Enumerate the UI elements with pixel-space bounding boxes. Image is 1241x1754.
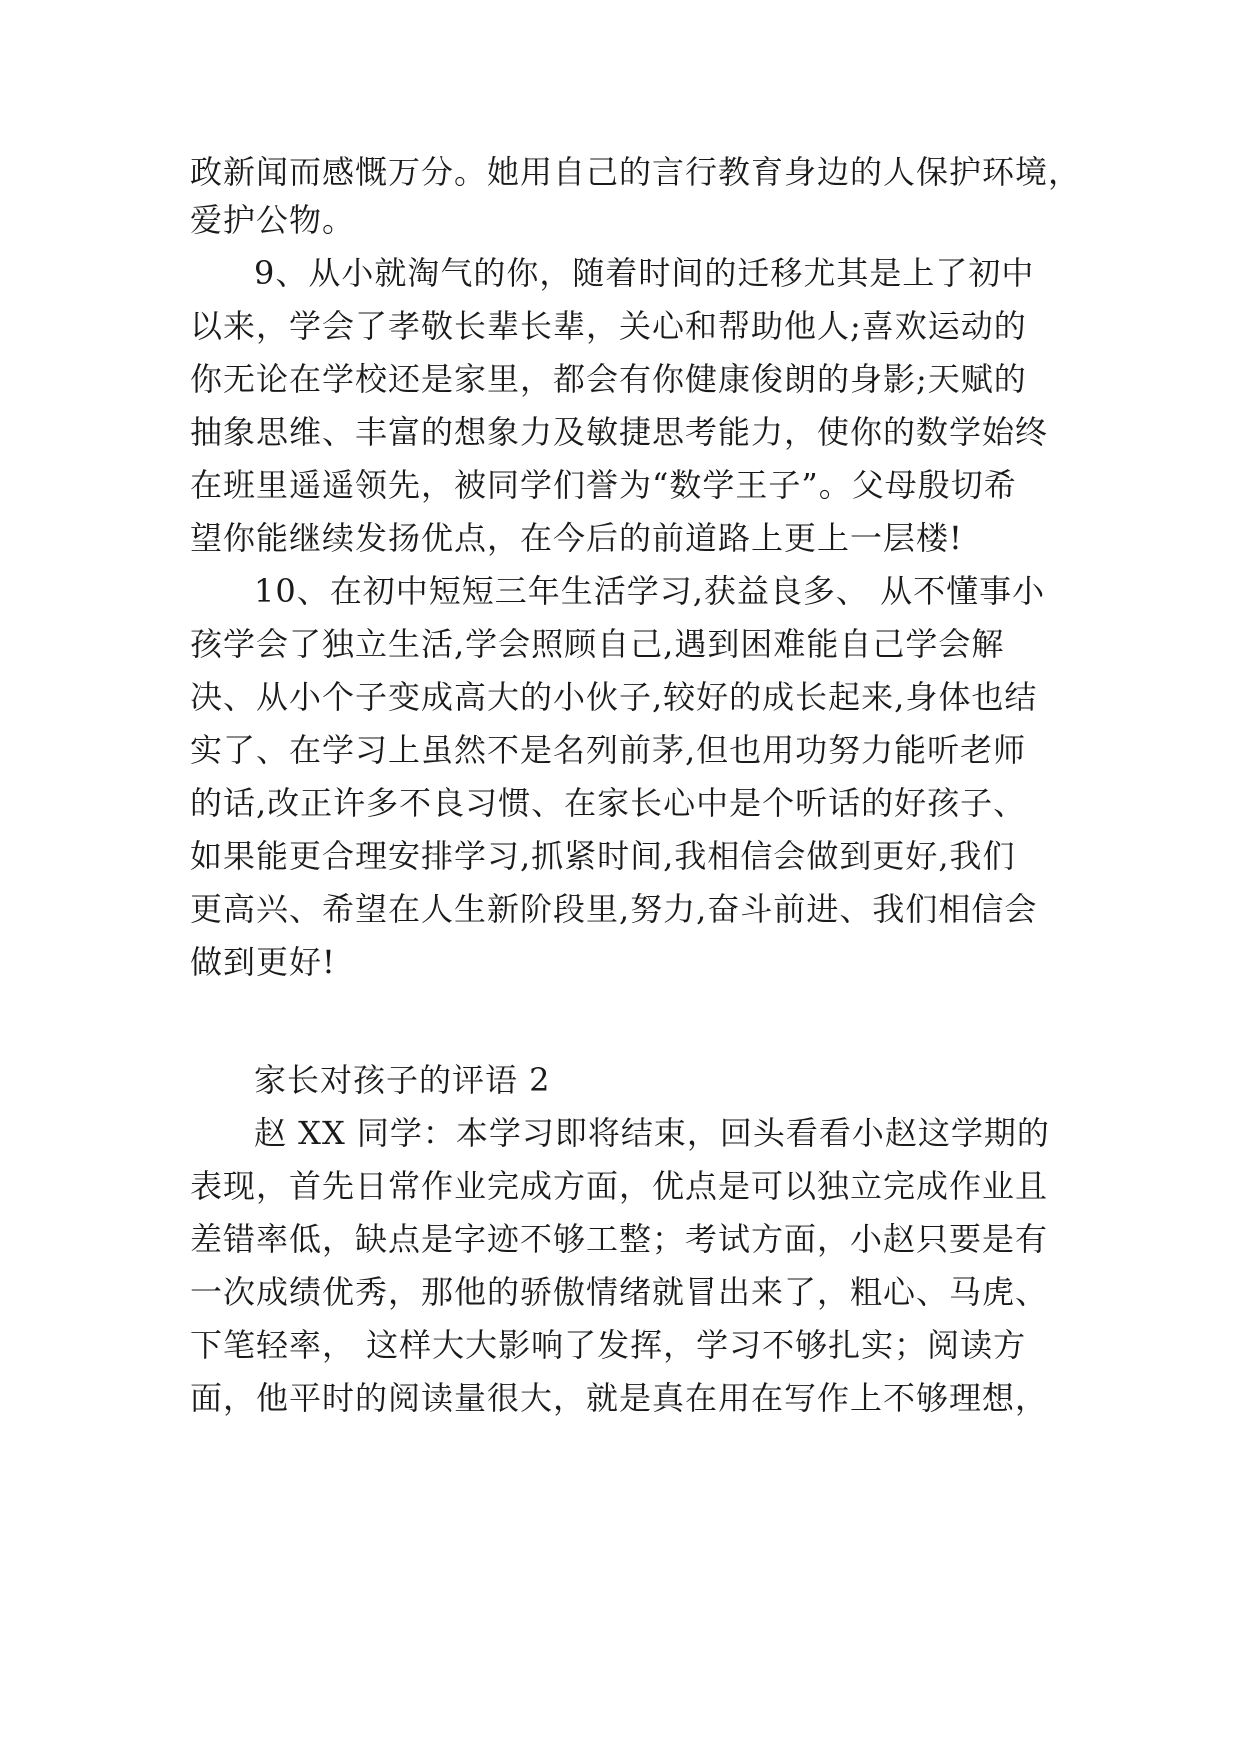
text-line: 下笔轻率， 这样大大影响了发挥，学习不够扎实；阅读方	[190, 1326, 1027, 1364]
text-line: 差错率低，缺点是字迹不够工整；考试方面，小赵只要是有	[190, 1220, 1049, 1258]
text-line: 赵 XX 同学：本学习即将结束，回头看看小赵这学期的	[254, 1114, 1050, 1152]
text-line: 政新闻而感慨万分。她用自己的言行教育身边的人保护环境，	[190, 153, 1082, 191]
text-line: 你无论在学校还是家里，都会有你健康俊朗的身影;天赋的	[190, 360, 1027, 398]
text-line: 如果能更合理安排学习,抓紧时间,我相信会做到更好,我们	[190, 837, 1016, 875]
section-heading: 家长对孩子的评语 2	[254, 1061, 551, 1099]
text-line: 以来，学会了孝敬长辈长辈，关心和帮助他人;喜欢运动的	[190, 307, 1027, 345]
text-line: 实了、在学习上虽然不是名列前茅,但也用功努力能听老师	[190, 731, 1027, 769]
text-line: 做到更好!	[190, 943, 336, 981]
text-line: 10、在初中短短三年生活学习,获益良多、 从不懂事小	[254, 572, 1046, 610]
text-line: 更高兴、希望在人生新阶段里,努力,奋斗前进、我们相信会	[190, 890, 1038, 928]
text-line: 在班里遥遥领先，被同学们誉为“数学王子”。父母殷切希	[190, 466, 1017, 504]
text-line: 孩学会了独立生活,学会照顾自己,遇到困难能自己学会解	[190, 625, 1005, 663]
text-line: 望你能继续发扬优点，在今后的前道路上更上一层楼!	[190, 519, 963, 557]
text-line: 表现，首先日常作业完成方面，优点是可以独立完成作业且	[190, 1167, 1049, 1205]
text-line: 的话,改正许多不良习惯、在家长心中是个听话的好孩子、	[190, 784, 1027, 822]
text-line: 面，他平时的阅读量很大，就是真在用在写作上不够理想，	[190, 1379, 1049, 1417]
text-line: 决、从小个子变成高大的小伙子,较好的成长起来,身体也结	[190, 678, 1038, 716]
text-line: 一次成绩优秀，那他的骄傲情绪就冒出来了，粗心、马虎、	[190, 1273, 1049, 1311]
text-line: 抽象思维、丰富的想象力及敏捷思考能力，使你的数学始终	[190, 413, 1049, 451]
text-line: 爱护公物。	[190, 201, 356, 239]
text-line: 9、从小就淘气的你，随着时间的迁移尤其是上了初中	[254, 254, 1035, 292]
